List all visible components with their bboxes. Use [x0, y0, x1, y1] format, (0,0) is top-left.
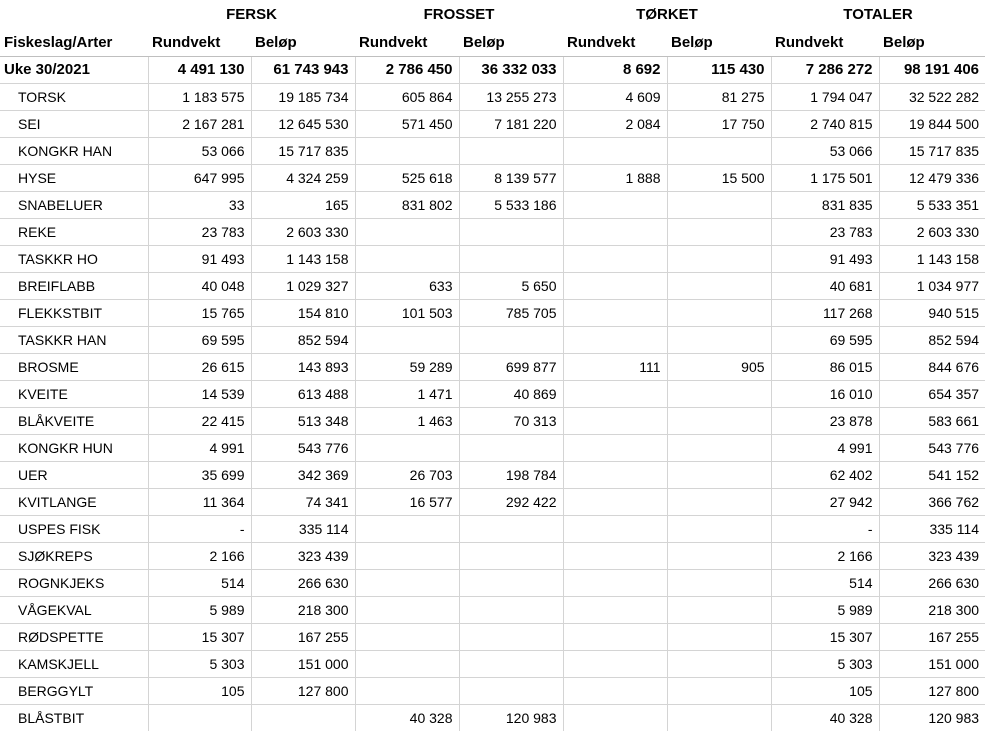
rundvekt-cell	[563, 570, 667, 597]
rundvekt-cell	[355, 624, 459, 651]
rundvekt-cell: 27 942	[771, 489, 879, 516]
total-cell: 115 430	[667, 57, 771, 84]
species-name: SJØKREPS	[0, 543, 148, 570]
rundvekt-cell: 69 595	[771, 327, 879, 354]
belop-cell: 19 844 500	[879, 111, 985, 138]
rundvekt-cell: 62 402	[771, 462, 879, 489]
table-row	[0, 543, 985, 570]
belop-cell	[667, 489, 771, 516]
table-row	[0, 300, 985, 327]
group-header-frosset: FROSSET	[355, 0, 563, 30]
rundvekt-cell: 4 609	[563, 84, 667, 111]
rundvekt-cell: 633	[355, 273, 459, 300]
belop-cell: 323 439	[251, 543, 355, 570]
rundvekt-cell	[563, 192, 667, 219]
rundvekt-cell: 105	[771, 678, 879, 705]
belop-cell: 699 877	[459, 354, 563, 381]
belop-cell	[459, 597, 563, 624]
rundvekt-cell: 2 166	[771, 543, 879, 570]
rundvekt-cell: 15 307	[148, 624, 251, 651]
species-name: ROGNKJEKS	[0, 570, 148, 597]
belop-cell: 654 357	[879, 381, 985, 408]
belop-cell	[459, 543, 563, 570]
belop-cell: 167 255	[879, 624, 985, 651]
belop-cell: 5 650	[459, 273, 563, 300]
belop-cell: 19 185 734	[251, 84, 355, 111]
species-name: TORSK	[0, 84, 148, 111]
rundvekt-cell	[563, 408, 667, 435]
rundvekt-cell: 525 618	[355, 165, 459, 192]
belop-cell	[459, 516, 563, 543]
belop-cell: 167 255	[251, 624, 355, 651]
belop-cell: 120 983	[459, 705, 563, 731]
species-name: TASKKR HAN	[0, 327, 148, 354]
total-label: Uke 30/2021	[0, 57, 148, 84]
belop-cell: 12 479 336	[879, 165, 985, 192]
belop-cell: 15 717 835	[251, 138, 355, 165]
belop-cell	[459, 138, 563, 165]
rundvekt-cell: 1 888	[563, 165, 667, 192]
rundvekt-cell	[355, 219, 459, 246]
species-name: BREIFLABB	[0, 273, 148, 300]
belop-cell: 81 275	[667, 84, 771, 111]
belop-cell: 543 776	[879, 435, 985, 462]
belop-cell: 940 515	[879, 300, 985, 327]
species-name: RØDSPETTE	[0, 624, 148, 651]
rundvekt-cell: 605 864	[355, 84, 459, 111]
table-row	[0, 489, 985, 516]
rundvekt-cell	[563, 381, 667, 408]
belop-cell: 1 029 327	[251, 273, 355, 300]
rundvekt-cell	[563, 246, 667, 273]
table-row	[0, 651, 985, 678]
table-row	[0, 273, 985, 300]
rundvekt-cell: 1 175 501	[771, 165, 879, 192]
total-cell: 7 286 272	[771, 57, 879, 84]
column-header-rundvekt: Rundvekt	[771, 30, 879, 57]
belop-cell: 151 000	[251, 651, 355, 678]
table-row	[0, 354, 985, 381]
rundvekt-cell	[148, 705, 251, 731]
total-cell: 36 332 033	[459, 57, 563, 84]
belop-cell	[667, 408, 771, 435]
rundvekt-cell: 831 835	[771, 192, 879, 219]
belop-cell	[459, 570, 563, 597]
rundvekt-cell: 16 010	[771, 381, 879, 408]
rundvekt-cell: 15 307	[771, 624, 879, 651]
rundvekt-cell: 5 989	[771, 597, 879, 624]
rundvekt-cell	[563, 543, 667, 570]
species-name: BROSME	[0, 354, 148, 381]
table-row	[0, 570, 985, 597]
rundvekt-cell: 23 878	[771, 408, 879, 435]
rundvekt-cell: 40 328	[771, 705, 879, 731]
belop-cell	[667, 516, 771, 543]
belop-cell: 8 139 577	[459, 165, 563, 192]
belop-cell: 905	[667, 354, 771, 381]
rundvekt-cell: 831 802	[355, 192, 459, 219]
rundvekt-cell	[563, 219, 667, 246]
belop-cell	[667, 678, 771, 705]
belop-cell	[459, 651, 563, 678]
belop-cell: 154 810	[251, 300, 355, 327]
table-row	[0, 435, 985, 462]
rundvekt-cell: 2 166	[148, 543, 251, 570]
rundvekt-cell: 26 615	[148, 354, 251, 381]
rundvekt-cell	[355, 246, 459, 273]
belop-cell: 32 522 282	[879, 84, 985, 111]
species-name: BLÅKVEITE	[0, 408, 148, 435]
rundvekt-cell: 5 303	[771, 651, 879, 678]
group-header-row	[0, 0, 985, 30]
rundvekt-cell: 105	[148, 678, 251, 705]
table-row	[0, 111, 985, 138]
rundvekt-cell: 11 364	[148, 489, 251, 516]
belop-cell	[459, 678, 563, 705]
rundvekt-cell	[563, 489, 667, 516]
belop-cell	[251, 705, 355, 731]
rundvekt-cell	[355, 138, 459, 165]
group-header-totaler: TOTALER	[771, 0, 985, 30]
table-row	[0, 678, 985, 705]
belop-cell: 7 181 220	[459, 111, 563, 138]
rundvekt-cell	[355, 651, 459, 678]
table-row	[0, 246, 985, 273]
belop-cell: 120 983	[879, 705, 985, 731]
species-name: KVITLANGE	[0, 489, 148, 516]
belop-cell: 165	[251, 192, 355, 219]
species-name: BLÅSTBIT	[0, 705, 148, 731]
species-name: TASKKR HO	[0, 246, 148, 273]
belop-cell: 17 750	[667, 111, 771, 138]
species-name: USPES FISK	[0, 516, 148, 543]
belop-cell	[459, 435, 563, 462]
table-row	[0, 165, 985, 192]
rundvekt-cell: 23 783	[771, 219, 879, 246]
rundvekt-cell: 40 681	[771, 273, 879, 300]
belop-cell: 70 313	[459, 408, 563, 435]
rundvekt-cell: 91 493	[771, 246, 879, 273]
belop-cell	[459, 624, 563, 651]
belop-cell: 5 533 351	[879, 192, 985, 219]
belop-cell: 335 114	[251, 516, 355, 543]
rundvekt-cell	[563, 597, 667, 624]
rundvekt-cell: 571 450	[355, 111, 459, 138]
total-cell: 2 786 450	[355, 57, 459, 84]
rundvekt-cell	[355, 570, 459, 597]
belop-cell: 4 324 259	[251, 165, 355, 192]
belop-cell: 218 300	[879, 597, 985, 624]
rundvekt-cell: 4 991	[771, 435, 879, 462]
species-name: SNABELUER	[0, 192, 148, 219]
column-header-belop: Beløp	[667, 30, 771, 57]
rundvekt-cell	[563, 138, 667, 165]
belop-cell: 13 255 273	[459, 84, 563, 111]
belop-cell: 785 705	[459, 300, 563, 327]
belop-cell	[667, 624, 771, 651]
table-row	[0, 624, 985, 651]
belop-cell: 323 439	[879, 543, 985, 570]
belop-cell: 127 800	[251, 678, 355, 705]
rundvekt-cell: -	[771, 516, 879, 543]
belop-cell: 1 143 158	[251, 246, 355, 273]
table-row	[0, 462, 985, 489]
rundvekt-cell: 16 577	[355, 489, 459, 516]
rundvekt-cell: 91 493	[148, 246, 251, 273]
rundvekt-cell	[355, 327, 459, 354]
belop-cell: 12 645 530	[251, 111, 355, 138]
column-header-rundvekt: Rundvekt	[563, 30, 667, 57]
belop-cell	[667, 381, 771, 408]
rundvekt-cell: 15 765	[148, 300, 251, 327]
table-row	[0, 597, 985, 624]
belop-cell: 543 776	[251, 435, 355, 462]
total-cell: 98 191 406	[879, 57, 985, 84]
rundvekt-cell: 5 989	[148, 597, 251, 624]
group-header-torket: TØRKET	[563, 0, 771, 30]
rundvekt-cell: 2 740 815	[771, 111, 879, 138]
rundvekt-cell	[355, 435, 459, 462]
belop-cell: 342 369	[251, 462, 355, 489]
column-header-row	[0, 30, 985, 57]
rundvekt-cell	[355, 597, 459, 624]
rundvekt-cell: 117 268	[771, 300, 879, 327]
belop-cell: 513 348	[251, 408, 355, 435]
belop-cell	[667, 543, 771, 570]
total-cell: 61 743 943	[251, 57, 355, 84]
belop-cell	[459, 246, 563, 273]
rundvekt-cell: 14 539	[148, 381, 251, 408]
rundvekt-cell	[563, 300, 667, 327]
rundvekt-cell	[563, 678, 667, 705]
species-name: KVEITE	[0, 381, 148, 408]
table-row	[0, 381, 985, 408]
belop-cell: 2 603 330	[879, 219, 985, 246]
rundvekt-cell: 2 167 281	[148, 111, 251, 138]
rundvekt-cell: 59 289	[355, 354, 459, 381]
table-row	[0, 408, 985, 435]
belop-cell	[667, 273, 771, 300]
belop-cell: 335 114	[879, 516, 985, 543]
belop-cell: 852 594	[879, 327, 985, 354]
rundvekt-cell: 86 015	[771, 354, 879, 381]
species-name: SEI	[0, 111, 148, 138]
rundvekt-cell: 33	[148, 192, 251, 219]
belop-cell: 198 784	[459, 462, 563, 489]
belop-cell: 2 603 330	[251, 219, 355, 246]
species-name: KAMSKJELL	[0, 651, 148, 678]
belop-cell: 5 533 186	[459, 192, 563, 219]
belop-cell: 15 717 835	[879, 138, 985, 165]
species-name: KONGKR HUN	[0, 435, 148, 462]
species-name: UER	[0, 462, 148, 489]
rundvekt-cell	[563, 273, 667, 300]
rundvekt-cell	[355, 678, 459, 705]
table-row	[0, 219, 985, 246]
belop-cell	[667, 462, 771, 489]
belop-cell	[667, 651, 771, 678]
rundvekt-cell: 26 703	[355, 462, 459, 489]
rundvekt-cell	[563, 651, 667, 678]
belop-cell	[667, 327, 771, 354]
table-row	[0, 192, 985, 219]
belop-cell: 151 000	[879, 651, 985, 678]
rundvekt-cell: 514	[771, 570, 879, 597]
rundvekt-cell: 22 415	[148, 408, 251, 435]
rundvekt-cell: 5 303	[148, 651, 251, 678]
column-header-rundvekt: Rundvekt	[355, 30, 459, 57]
column-header-belop: Beløp	[879, 30, 985, 57]
belop-cell: 143 893	[251, 354, 355, 381]
rundvekt-cell: 40 328	[355, 705, 459, 731]
column-header-rundvekt: Rundvekt	[148, 30, 251, 57]
belop-cell	[667, 705, 771, 731]
species-name: VÅGEKVAL	[0, 597, 148, 624]
rundvekt-cell: 1 794 047	[771, 84, 879, 111]
total-row	[0, 57, 985, 84]
rundvekt-cell	[563, 705, 667, 731]
species-name: REKE	[0, 219, 148, 246]
column-header-species: Fiskeslag/Arter	[0, 30, 148, 57]
belop-cell: 292 422	[459, 489, 563, 516]
table-row	[0, 138, 985, 165]
table-row	[0, 705, 985, 731]
group-header-empty	[0, 0, 148, 30]
total-cell: 8 692	[563, 57, 667, 84]
rundvekt-cell	[355, 543, 459, 570]
belop-cell: 844 676	[879, 354, 985, 381]
rundvekt-cell: 1 183 575	[148, 84, 251, 111]
belop-cell: 266 630	[251, 570, 355, 597]
rundvekt-cell: 35 699	[148, 462, 251, 489]
rundvekt-cell: 53 066	[148, 138, 251, 165]
belop-cell	[667, 570, 771, 597]
species-name: FLEKKSTBIT	[0, 300, 148, 327]
rundvekt-cell: 101 503	[355, 300, 459, 327]
belop-cell: 613 488	[251, 381, 355, 408]
rundvekt-cell: 1 463	[355, 408, 459, 435]
rundvekt-cell: 40 048	[148, 273, 251, 300]
rundvekt-cell	[563, 435, 667, 462]
species-name: HYSE	[0, 165, 148, 192]
rundvekt-cell	[355, 516, 459, 543]
belop-cell: 583 661	[879, 408, 985, 435]
belop-cell	[667, 597, 771, 624]
rundvekt-cell	[563, 462, 667, 489]
rundvekt-cell	[563, 516, 667, 543]
belop-cell	[667, 246, 771, 273]
column-header-belop: Beløp	[459, 30, 563, 57]
total-cell: 4 491 130	[148, 57, 251, 84]
rundvekt-cell: 647 995	[148, 165, 251, 192]
rundvekt-cell: 53 066	[771, 138, 879, 165]
rundvekt-cell: 4 991	[148, 435, 251, 462]
belop-cell	[667, 138, 771, 165]
rundvekt-cell: 2 084	[563, 111, 667, 138]
belop-cell: 541 152	[879, 462, 985, 489]
belop-cell: 266 630	[879, 570, 985, 597]
rundvekt-cell: 111	[563, 354, 667, 381]
belop-cell	[667, 300, 771, 327]
belop-cell: 1 143 158	[879, 246, 985, 273]
belop-cell: 852 594	[251, 327, 355, 354]
rundvekt-cell: 514	[148, 570, 251, 597]
rundvekt-cell: -	[148, 516, 251, 543]
rundvekt-cell: 69 595	[148, 327, 251, 354]
belop-cell: 15 500	[667, 165, 771, 192]
group-header-fersk: FERSK	[148, 0, 355, 30]
belop-cell	[667, 192, 771, 219]
species-name: KONGKR HAN	[0, 138, 148, 165]
belop-cell: 40 869	[459, 381, 563, 408]
rundvekt-cell	[563, 327, 667, 354]
belop-cell: 74 341	[251, 489, 355, 516]
belop-cell: 1 034 977	[879, 273, 985, 300]
belop-cell	[459, 219, 563, 246]
belop-cell: 366 762	[879, 489, 985, 516]
belop-cell	[667, 435, 771, 462]
belop-cell	[667, 219, 771, 246]
rundvekt-cell: 1 471	[355, 381, 459, 408]
table-row	[0, 516, 985, 543]
species-name: BERGGYLT	[0, 678, 148, 705]
belop-cell: 127 800	[879, 678, 985, 705]
column-header-belop: Beløp	[251, 30, 355, 57]
rundvekt-cell: 23 783	[148, 219, 251, 246]
table-row	[0, 327, 985, 354]
rundvekt-cell	[563, 624, 667, 651]
belop-cell	[459, 327, 563, 354]
table-row	[0, 84, 985, 111]
belop-cell: 218 300	[251, 597, 355, 624]
species-rows	[0, 84, 985, 731]
